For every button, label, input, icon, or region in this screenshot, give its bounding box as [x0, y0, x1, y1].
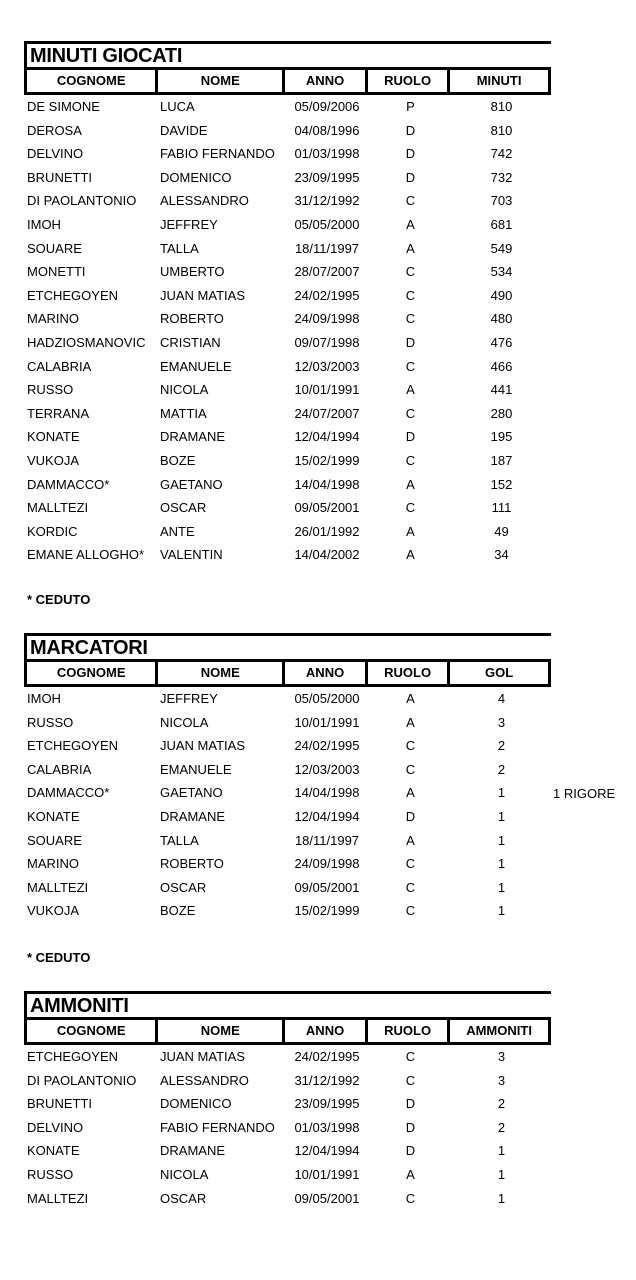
cell-valore: 2	[497, 1096, 506, 1112]
table-row	[24, 543, 551, 567]
cell-ruolo: C	[405, 264, 416, 280]
cell-anno: 15/02/1999	[294, 903, 360, 919]
table-row	[24, 734, 551, 758]
table-row	[24, 213, 551, 237]
cell-anno: 24/07/2007	[294, 405, 360, 421]
cell-valore: 490	[490, 287, 513, 303]
cell-nome: OSCAR	[160, 879, 207, 895]
cell-valore: 3	[497, 1072, 506, 1088]
cell-anno: 26/01/1992	[294, 523, 360, 539]
cell-cognome: DE SIMONE	[27, 99, 100, 114]
cell-nome: CRISTIAN	[160, 334, 221, 350]
table-row	[24, 1069, 551, 1093]
cell-nome: ROBERTO	[160, 311, 224, 327]
cell-nome: ALESSANDRO	[160, 1072, 249, 1088]
cell-nome: BOZE	[160, 903, 196, 919]
cell-valore: 1	[497, 832, 506, 848]
table-row	[24, 899, 551, 923]
cell-ruolo: C	[405, 500, 416, 516]
cell-ruolo: A	[406, 382, 415, 398]
cell-cognome: RUSSO	[27, 382, 74, 398]
table-row	[24, 781, 551, 805]
cell-nome: DOMENICO	[160, 169, 232, 185]
header-cognome: COGNOME	[27, 70, 158, 92]
cell-valore: 2	[497, 761, 506, 777]
cell-cognome: KONATE	[27, 1143, 80, 1159]
cell-ruolo: D	[405, 334, 416, 350]
cell-anno: 05/05/2000	[294, 691, 360, 706]
cell-nome: JEFFREY	[160, 216, 218, 232]
cell-nome: UMBERTO	[160, 264, 225, 280]
cell-anno: 24/09/1998	[294, 856, 360, 872]
header-ruolo: RUOLO	[368, 1020, 450, 1042]
cell-ruolo: A	[406, 1166, 415, 1182]
cell-anno: 10/01/1991	[294, 382, 360, 398]
cell-cognome: IMOH	[27, 691, 61, 706]
table-row	[24, 260, 551, 284]
table-row	[24, 307, 551, 331]
cell-anno: 31/12/1992	[294, 1072, 360, 1088]
cell-valore: 49	[494, 523, 509, 539]
cell-ruolo: C	[405, 761, 416, 777]
cell-cognome: VUKOJA	[27, 903, 80, 919]
marcatori-title: MARCATORI	[24, 633, 551, 659]
cell-anno: 12/03/2003	[294, 761, 360, 777]
cell-valore: 703	[490, 193, 513, 209]
cell-valore: 1	[497, 879, 506, 895]
cell-nome: DAVIDE	[160, 122, 208, 138]
table-row	[24, 119, 551, 143]
cell-nome: OSCAR	[160, 1190, 207, 1206]
cell-valore: 732	[490, 169, 513, 185]
table-row	[24, 520, 551, 544]
cell-ruolo: D	[405, 146, 416, 162]
cell-nome: TALLA	[160, 240, 199, 256]
cell-nome: FABIO FERNANDO	[160, 1119, 275, 1135]
cell-ruolo: D	[405, 169, 416, 185]
cell-ruolo: A	[406, 523, 415, 539]
table-row	[24, 805, 551, 829]
cell-anno: 04/08/1996	[294, 122, 360, 138]
cell-cognome: DEROSA	[27, 122, 82, 138]
cell-cognome: RUSSO	[27, 1166, 74, 1182]
cell-valore: 280	[490, 405, 513, 421]
ammoniti-section	[24, 991, 551, 1210]
cell-nome: JUAN MATIAS	[160, 1049, 245, 1064]
header-gol: GOL	[484, 665, 514, 680]
cell-nome: FABIO FERNANDO	[160, 146, 275, 162]
cell-nome: DRAMANE	[160, 1143, 226, 1159]
header-cognome: COGNOME	[27, 662, 158, 684]
cell-valore: 476	[490, 334, 513, 350]
cell-nome: GAETANO	[160, 476, 223, 492]
header-cognome: COGNOME	[27, 1020, 158, 1042]
cell-anno: 05/09/2006	[294, 99, 360, 114]
cell-nome: NICOLA	[160, 382, 209, 398]
header-ammoniti: AMMONITI	[466, 1023, 532, 1038]
cell-nome: LUCA	[160, 99, 195, 114]
cell-anno: 24/02/1995	[294, 738, 360, 754]
cell-nome: DRAMANE	[160, 429, 226, 445]
cell-ruolo: D	[405, 1119, 416, 1135]
cell-valore: 742	[490, 146, 513, 162]
cell-nome: EMANUELE	[160, 761, 232, 777]
marcatori-section	[24, 633, 551, 923]
cell-ruolo: C	[405, 903, 416, 919]
cell-valore: 152	[490, 476, 513, 492]
cell-valore: 4	[497, 691, 506, 706]
table-row	[24, 852, 551, 876]
cell-nome: BOZE	[160, 452, 196, 468]
cell-ruolo: A	[406, 714, 415, 730]
cell-anno: 09/05/2001	[294, 1190, 360, 1206]
cell-cognome: CALABRIA	[27, 358, 92, 374]
cell-cognome: DAMMACCO*	[27, 476, 110, 492]
cell-valore: 480	[490, 311, 513, 327]
cell-valore: 1	[497, 1190, 506, 1206]
cell-cognome: DELVINO	[27, 1119, 84, 1135]
table-row	[24, 1092, 551, 1116]
cell-cognome: ETCHEGOYEN	[27, 287, 119, 303]
minuti-section	[24, 41, 551, 567]
table-row	[24, 829, 551, 853]
table-row	[24, 449, 551, 473]
cell-cognome: ETCHEGOYEN	[27, 1049, 119, 1064]
cell-valore: 534	[490, 264, 513, 280]
header-nome: NOME	[158, 70, 285, 92]
cell-valore: 441	[490, 382, 513, 398]
cell-cognome: DELVINO	[27, 146, 84, 162]
cell-anno: 09/07/1998	[294, 334, 360, 350]
cell-cognome: DI PAOLANTONIO	[27, 1072, 137, 1088]
marcatori-rows	[24, 687, 551, 923]
table-row	[24, 166, 551, 190]
table-row	[24, 402, 551, 426]
cell-ruolo: C	[405, 1190, 416, 1206]
cell-cognome: BRUNETTI	[27, 169, 92, 185]
cell-cognome: DI PAOLANTONIO	[27, 193, 137, 209]
cell-anno: 01/03/1998	[294, 1119, 360, 1135]
table-row	[24, 1045, 551, 1069]
cell-anno: 01/03/1998	[294, 146, 360, 162]
cell-nome: JEFFREY	[160, 691, 218, 706]
cell-anno: 31/12/1992	[294, 193, 360, 209]
cell-nome: OSCAR	[160, 500, 207, 516]
cell-ruolo: A	[406, 240, 415, 256]
cell-anno: 09/05/2001	[294, 500, 360, 516]
cell-anno: 23/09/1995	[294, 1096, 360, 1112]
ammoniti-header-row	[24, 1017, 551, 1045]
cell-anno: 14/04/1998	[294, 476, 360, 492]
cell-ruolo: C	[405, 358, 416, 374]
cell-valore: 34	[494, 547, 509, 563]
cell-anno: 15/02/1999	[294, 452, 360, 468]
cell-valore: 111	[491, 500, 512, 516]
cell-valore: 810	[490, 122, 513, 138]
table-row	[24, 331, 551, 355]
cell-nome: GAETANO	[160, 785, 223, 801]
cell-ruolo: C	[405, 311, 416, 327]
cell-ruolo: D	[405, 429, 416, 445]
cell-anno: 09/05/2001	[294, 879, 360, 895]
cell-valore: 1	[497, 1166, 506, 1182]
cell-valore: 681	[490, 216, 513, 232]
cell-cognome: SOUARE	[27, 832, 82, 848]
cell-nome: TALLA	[160, 832, 199, 848]
cell-ruolo: C	[405, 738, 416, 754]
cell-anno: 24/02/1995	[294, 1049, 360, 1064]
cell-cognome: DAMMACCO*	[27, 785, 110, 801]
table-row	[24, 758, 551, 782]
cell-anno: 24/02/1995	[294, 287, 360, 303]
cell-cognome: SOUARE	[27, 240, 82, 256]
table-row	[24, 1163, 551, 1187]
cell-ruolo: D	[405, 1096, 416, 1112]
cell-nome: ROBERTO	[160, 856, 224, 872]
cell-ruolo: A	[406, 216, 415, 232]
cell-ruolo: D	[405, 1143, 416, 1159]
cell-ruolo: C	[405, 856, 416, 872]
cell-ruolo: A	[406, 785, 415, 801]
table-row	[24, 284, 551, 308]
minuti-title: MINUTI GIOCATI	[24, 41, 551, 67]
cell-anno: 14/04/2002	[294, 547, 360, 563]
cell-ruolo: C	[405, 1049, 416, 1064]
rigore-note: 1 RIGORE	[553, 786, 616, 801]
table-row	[24, 189, 551, 213]
table-row	[24, 142, 551, 166]
cell-cognome: KONATE	[27, 808, 80, 824]
cell-ruolo: C	[405, 879, 416, 895]
minuti-header-row	[24, 67, 551, 95]
cell-nome: VALENTIN	[160, 547, 223, 563]
cell-valore: 195	[490, 429, 513, 445]
ammoniti-title: AMMONITI	[24, 991, 551, 1017]
cell-anno: 18/11/1997	[294, 832, 360, 848]
table-row	[24, 378, 551, 402]
cell-cognome: VUKOJA	[27, 452, 80, 468]
cell-anno: 18/11/1997	[294, 240, 360, 256]
cell-valore: 1	[497, 1143, 506, 1159]
cell-ruolo: C	[405, 193, 416, 209]
cell-nome: DOMENICO	[160, 1096, 232, 1112]
cell-cognome: MALLTEZI	[27, 500, 89, 516]
cell-cognome: KONATE	[27, 429, 80, 445]
cell-anno: 10/01/1991	[294, 714, 360, 730]
cell-cognome: MARINO	[27, 311, 79, 327]
cell-ruolo: D	[405, 122, 416, 138]
cell-anno: 12/03/2003	[294, 358, 360, 374]
cell-nome: JUAN MATIAS	[160, 738, 245, 754]
cell-anno: 14/04/1998	[294, 785, 360, 801]
table-row	[24, 711, 551, 735]
marcatori-header-row	[24, 659, 551, 687]
cell-cognome: ETCHEGOYEN	[27, 738, 119, 754]
cell-nome: NICOLA	[160, 1166, 209, 1182]
minuti-rows	[24, 95, 551, 567]
cell-ruolo: P	[406, 99, 415, 114]
cell-ruolo: A	[406, 691, 415, 706]
cell-valore: 1	[497, 808, 506, 824]
cell-anno: 12/04/1994	[294, 429, 360, 445]
cell-ruolo: C	[405, 405, 416, 421]
cell-cognome: MALLTEZI	[27, 1190, 89, 1206]
cell-ruolo: A	[406, 476, 415, 492]
cell-nome: EMANUELE	[160, 358, 232, 374]
header-nome: NOME	[158, 662, 285, 684]
cell-valore: 810	[490, 99, 513, 114]
cell-nome: JUAN MATIAS	[160, 287, 245, 303]
cell-anno: 10/01/1991	[294, 1166, 360, 1182]
header-nome: NOME	[158, 1020, 285, 1042]
cell-ruolo: C	[405, 1072, 416, 1088]
cell-valore: 549	[490, 240, 513, 256]
cell-cognome: MONETTI	[27, 264, 86, 280]
cell-valore: 3	[497, 714, 506, 730]
cell-ruolo: A	[406, 832, 415, 848]
marcatori-note: * CEDUTO	[27, 950, 91, 965]
table-row	[24, 1116, 551, 1140]
cell-cognome: CALABRIA	[27, 761, 92, 777]
cell-anno: 05/05/2000	[294, 216, 360, 232]
cell-cognome: HADZIOSMANOVIC	[27, 334, 146, 350]
header-anno: ANNO	[285, 1020, 368, 1042]
cell-nome: NICOLA	[160, 714, 209, 730]
ammoniti-rows	[24, 1045, 551, 1210]
cell-nome: ALESSANDRO	[160, 193, 249, 209]
cell-cognome: MALLTEZI	[27, 879, 89, 895]
cell-valore: 466	[490, 358, 513, 374]
table-row	[24, 876, 551, 900]
cell-cognome: TERRANA	[27, 405, 90, 421]
table-row	[24, 237, 551, 261]
cell-ruolo: D	[405, 808, 416, 824]
cell-valore: 2	[497, 1119, 506, 1135]
table-row	[24, 496, 551, 520]
header-ruolo: RUOLO	[368, 70, 450, 92]
cell-anno: 12/04/1994	[294, 808, 360, 824]
cell-anno: 28/07/2007	[294, 264, 360, 280]
cell-valore: 187	[490, 452, 513, 468]
cell-cognome: BRUNETTI	[27, 1096, 92, 1112]
header-anno: ANNO	[285, 70, 368, 92]
table-row	[24, 687, 551, 711]
header-ruolo: RUOLO	[368, 662, 450, 684]
cell-valore: 1	[497, 903, 506, 919]
cell-ruolo: A	[406, 547, 415, 563]
table-row	[24, 1187, 551, 1211]
cell-nome: ANTE	[160, 523, 195, 539]
table-row	[24, 473, 551, 497]
cell-cognome: IMOH	[27, 216, 61, 232]
cell-cognome: KORDIC	[27, 523, 78, 539]
cell-cognome: RUSSO	[27, 714, 74, 730]
cell-valore: 3	[497, 1049, 506, 1064]
cell-anno: 23/09/1995	[294, 169, 360, 185]
cell-valore: 1	[497, 856, 506, 872]
header-anno: ANNO	[285, 662, 368, 684]
cell-valore: 2	[497, 738, 506, 754]
cell-anno: 12/04/1994	[294, 1143, 360, 1159]
header-minuti: MINUTI	[476, 73, 522, 88]
table-row	[24, 95, 551, 119]
table-row	[24, 355, 551, 379]
table-row	[24, 1139, 551, 1163]
cell-valore: 1	[497, 785, 506, 801]
minuti-note: * CEDUTO	[27, 592, 91, 607]
cell-anno: 24/09/1998	[294, 311, 360, 327]
cell-nome: MATTIA	[160, 405, 207, 421]
cell-cognome: MARINO	[27, 856, 79, 872]
cell-cognome: EMANE ALLOGHO*	[27, 547, 145, 563]
cell-ruolo: C	[405, 452, 416, 468]
table-row	[24, 425, 551, 449]
cell-nome: DRAMANE	[160, 808, 226, 824]
cell-ruolo: C	[405, 287, 416, 303]
